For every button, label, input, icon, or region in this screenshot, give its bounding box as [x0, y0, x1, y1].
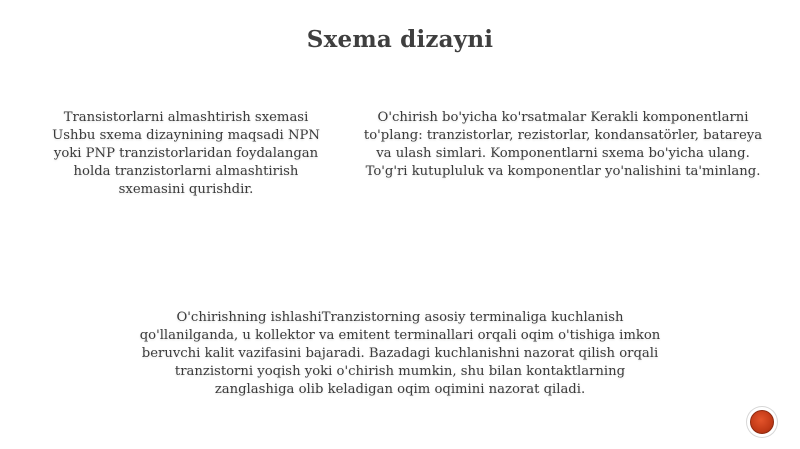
left-text-line: Transistorlarni almashtirish sxemasi — [63, 110, 309, 125]
right-text-line: O'chirish bo'yicha ko'rsatmalar Kerakli komponentlarni — [377, 110, 749, 125]
slide-title: Sxema dizayni — [306, 26, 494, 53]
bottom-text-line: tranzistorni yoqish yoki o'chirish mumkin, shu bilan kontaktlarning — [174, 364, 626, 379]
bottom-text-line: zanglashiga olib keladigan oqim oqimini nazorat qiladi. — [214, 382, 586, 397]
left-text-line: Ushbu sxema dizaynining maqsadi NPN — [52, 128, 320, 143]
right-text-block — [348, 109, 778, 181]
bottom-text-line: O'chirishning ishlashiTranzistorning asosiy terminaliga kuchlanish — [176, 310, 624, 325]
right-text-line: to'plang: tranzistorlar, rezistorlar, kondansatörler, batareya — [363, 128, 763, 143]
circle-icon — [750, 410, 774, 434]
left-text-line: sxemasini qurishdir. — [118, 182, 254, 197]
bottom-text-line: beruvchi kalit vazifasini bajaradi. Bazadagi kuchlanishni nazorat qilish orqali — [141, 346, 659, 361]
next-slide-button[interactable] — [747, 407, 777, 437]
right-text-line: To'g'ri kutupluluk va komponentlar yo'nalishini ta'minlang. — [365, 164, 761, 179]
bottom-text-block — [118, 309, 682, 399]
left-text-line: holda tranzistorlarni almashtirish — [73, 164, 299, 179]
left-text-block — [38, 109, 334, 199]
right-text-line: va ulash simlari. Komponentlarni sxema bo'yicha ulang. — [376, 146, 750, 161]
bottom-text-line: qo'llanilganda, u kollektor va emitent terminallari orqali oqim o'tishiga imkon — [139, 328, 661, 343]
left-text-line: yoki PNP tranzistorlaridan foydalangan — [53, 146, 319, 161]
